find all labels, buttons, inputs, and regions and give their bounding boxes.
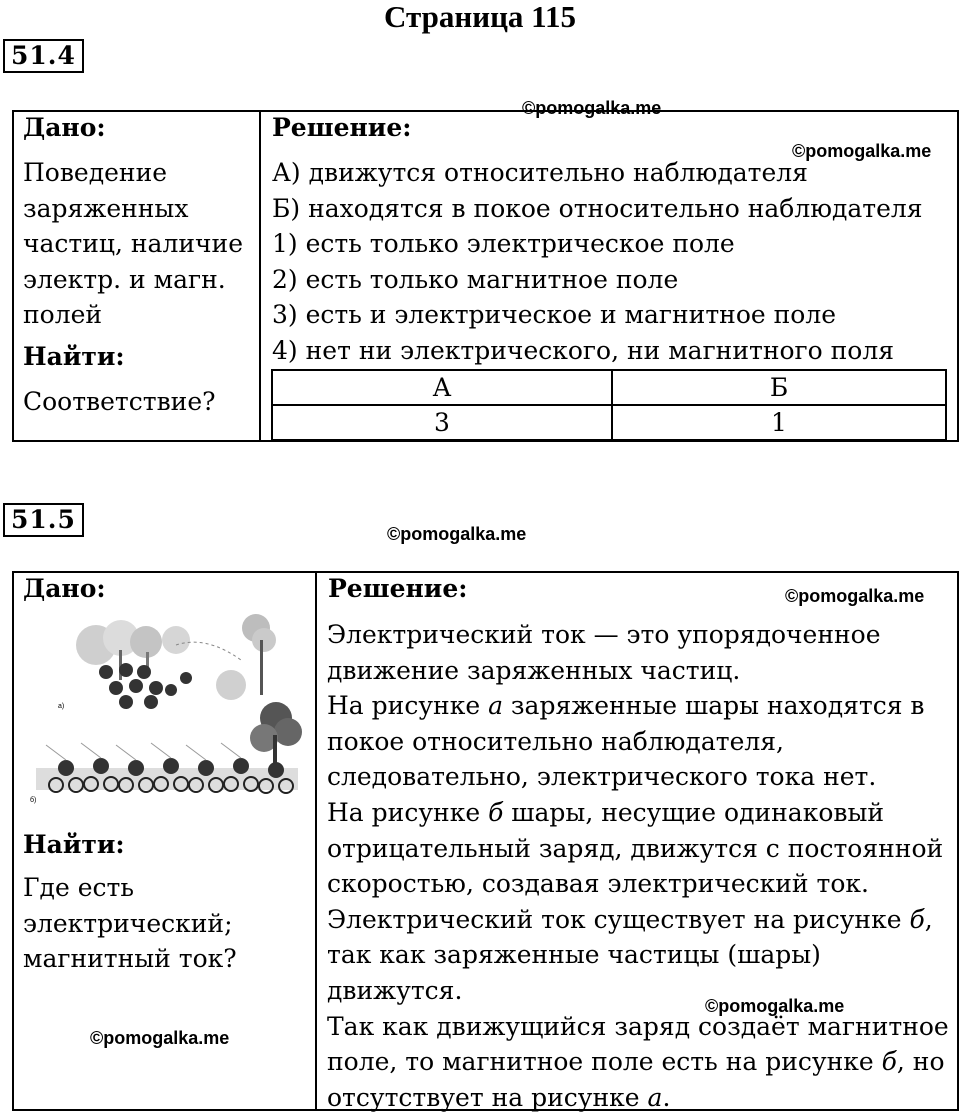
figure-b (30, 702, 302, 804)
find-line: магнитный ток? (23, 944, 237, 973)
answer-header-a: А (272, 370, 612, 405)
find-text: Соответствие? (23, 387, 216, 416)
solution-line: Б) находятся в покое относительно наблюдателя (272, 193, 923, 223)
watermark: ©pomogalka.me (705, 996, 845, 1016)
find-text (23, 870, 237, 977)
given-line: Поведение (23, 158, 168, 187)
find-line: Где есть (23, 873, 134, 902)
page-title: Страница 115 (384, 0, 576, 34)
solution-header: Решение: (328, 574, 468, 603)
watermark: ©pomogalka.me (522, 98, 662, 118)
solution-line: покое относительно наблюдателя, (327, 726, 784, 756)
find-line: электрический; (23, 908, 233, 938)
solution-line: 4) нет ни электрического, ни магнитного поля (272, 335, 895, 365)
solution-line: движение заряженных частиц. (327, 655, 741, 685)
solution-line: 1) есть только электрическое поле (272, 229, 735, 258)
solution-line: поле, то магнитное поле есть на рисунке б, но (327, 1047, 945, 1077)
answer-value-b: 1 (612, 405, 946, 440)
given-header: Дано: (23, 574, 106, 603)
solution-text (327, 617, 949, 1115)
solution-line: 3) есть и электрическое и магнитное поле (272, 300, 837, 329)
find-header: Найти: (23, 342, 125, 371)
watermark: ©pomogalka.me (387, 524, 527, 544)
solution-line: скоростью, создавая электрический ток. (327, 869, 869, 899)
given-line: полей (23, 300, 103, 329)
solution-header: Решение: (272, 113, 412, 142)
given-text (23, 155, 243, 333)
solution-line: 2) есть только магнитное поле (272, 264, 679, 294)
figure-label-b: б) (30, 797, 37, 804)
watermark: ©pomogalka.me (785, 586, 925, 606)
given-line: электр. и магн. (23, 264, 226, 294)
answer-value-a: 3 (272, 405, 612, 440)
watermark: ©pomogalka.me (90, 1028, 230, 1048)
solution-line: Электрический ток — это упорядоченное (327, 620, 881, 649)
answer-header-b: Б (612, 370, 946, 405)
solution-line: так как заряженные частицы (шары) (327, 940, 821, 970)
figure-a (58, 614, 276, 710)
solution-line: На рисунке б шары, несущие одинаковый (327, 797, 885, 827)
answer-table (271, 369, 947, 441)
column-divider (259, 110, 261, 442)
solution-line: Так как движущийся заряд создаёт магнитное (327, 1011, 949, 1041)
solution-line: следовательно, электрического тока нет. (327, 762, 877, 792)
solution-line: А) движутся относительно наблюдателя (272, 158, 808, 187)
illustration-figure (26, 610, 308, 806)
solution-line: Электрический ток существует на рисунке б, (327, 904, 933, 934)
column-divider (315, 571, 317, 1111)
watermark: ©pomogalka.me (792, 141, 932, 161)
problem-number-51-4: 51.4 (3, 39, 84, 73)
find-header: Найти: (23, 830, 125, 859)
solution-text (272, 155, 923, 368)
problem-number-51-5: 51.5 (3, 503, 84, 537)
solution-line: движутся. (327, 975, 463, 1005)
solution-line: отрицательный заряд, движутся с постоянной (327, 833, 944, 863)
solution-line: На рисунке а заряженные шары находятся в (327, 691, 925, 721)
given-line: частиц, наличие (23, 229, 243, 258)
figure-label-a: а) (58, 703, 65, 710)
given-line: заряженных (23, 193, 189, 223)
solution-line: отсутствует на рисунке а. (327, 1082, 671, 1112)
given-header: Дано: (23, 113, 106, 142)
